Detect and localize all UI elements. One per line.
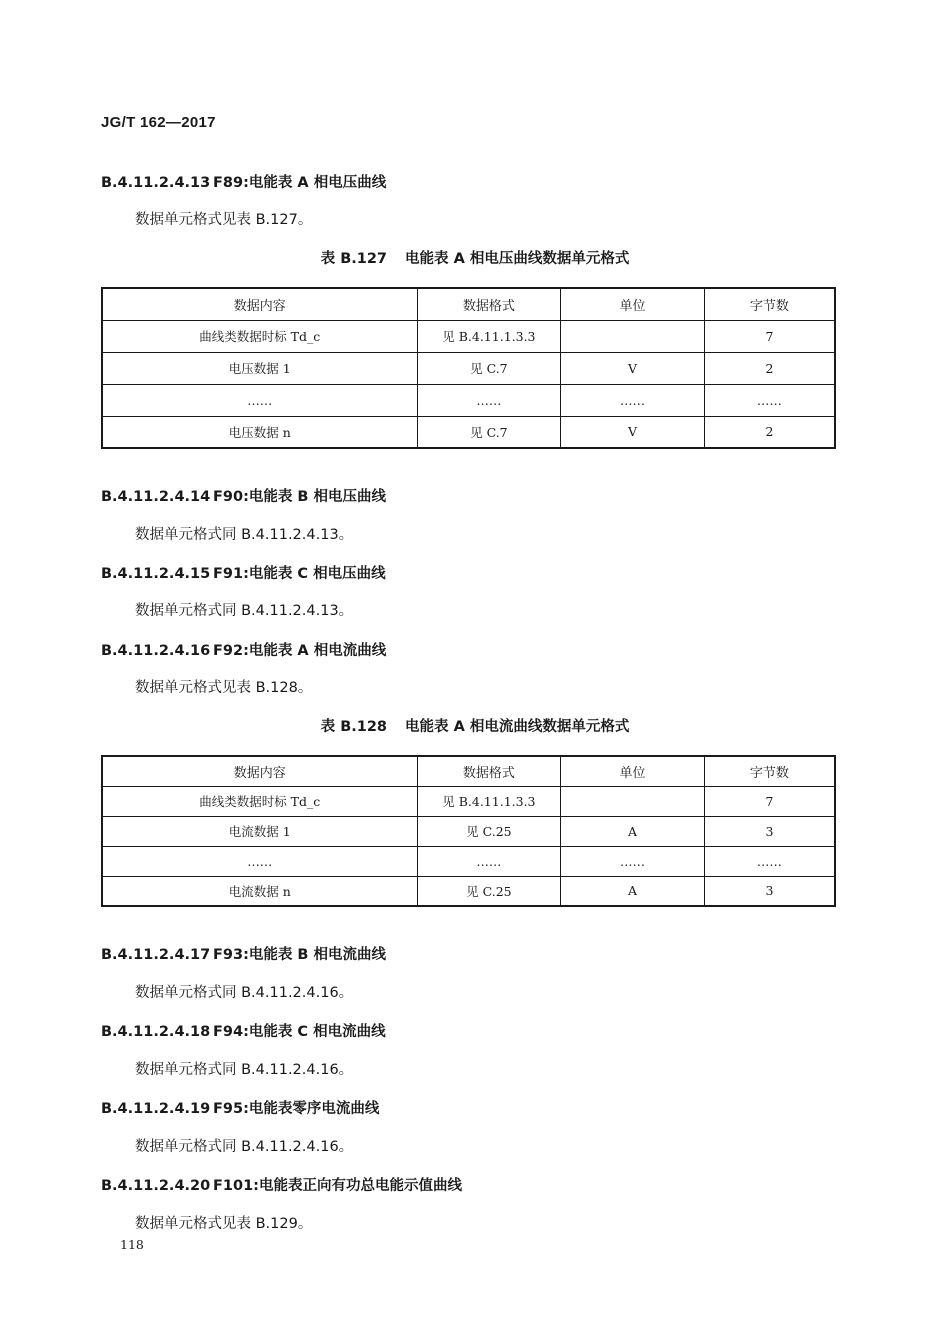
table-header-cell: 数据格式	[417, 288, 561, 320]
table-row	[102, 786, 835, 816]
table-row	[102, 320, 835, 352]
table-cell	[561, 786, 705, 816]
table-header-cell: 单位	[561, 756, 705, 786]
table-cell: 电压数据 n	[102, 416, 417, 448]
data-table-b128	[101, 755, 836, 907]
table-cell: 见 C.7	[417, 416, 561, 448]
table-header-cell: 字节数	[704, 288, 835, 320]
section-number: B.4.11.2.4.17	[101, 947, 211, 963]
table-cell: 见 B.4.11.1.3.3	[417, 320, 561, 352]
section-heading	[101, 1020, 386, 1041]
table-header-cell: 单位	[561, 288, 705, 320]
table-caption	[0, 715, 950, 736]
table-caption-title: 电能表 A 相电压曲线数据单元格式	[405, 251, 630, 267]
table-cell: 电流数据 n	[102, 876, 417, 906]
table-header-cell: 数据内容	[102, 756, 417, 786]
table-row	[102, 352, 835, 384]
table-cell: V	[561, 352, 705, 384]
table-cell	[561, 320, 705, 352]
table-cell: 3	[704, 816, 835, 846]
table-cell: ……	[417, 846, 561, 876]
table-caption-number: 表 B.128	[320, 719, 388, 735]
section-text: 数据单元格式同 B.4.11.2.4.16。	[135, 1062, 354, 1078]
table-row	[102, 384, 835, 416]
section-title: F90:电能表 B 相电压曲线	[213, 489, 387, 505]
table-cell: 7	[704, 786, 835, 816]
section-heading	[101, 562, 386, 583]
table-cell: ……	[561, 846, 705, 876]
section-text: 数据单元格式见表 B.129。	[135, 1216, 313, 1232]
section-number: B.4.11.2.4.19	[101, 1101, 211, 1117]
section-text: 数据单元格式同 B.4.11.2.4.13。	[135, 603, 354, 619]
table-cell: 电流数据 1	[102, 816, 417, 846]
section-number: B.4.11.2.4.13	[101, 175, 211, 191]
section-title: F95:电能表零序电流曲线	[213, 1101, 380, 1117]
table-cell: V	[561, 416, 705, 448]
section-number: B.4.11.2.4.14	[101, 489, 211, 505]
table-cell: A	[561, 816, 705, 846]
table-cell: ……	[561, 384, 705, 416]
section-title: F89:电能表 A 相电压曲线	[213, 175, 387, 191]
table-header-row	[102, 756, 835, 786]
section-heading	[101, 171, 386, 192]
section-title: F101:电能表正向有功总电能示值曲线	[213, 1178, 462, 1194]
section-number: B.4.11.2.4.18	[101, 1024, 211, 1040]
data-table-b127	[101, 287, 836, 449]
table-caption-number: 表 B.127	[320, 251, 388, 267]
table-row	[102, 816, 835, 846]
section-heading	[101, 1174, 462, 1195]
table-caption-title: 电能表 A 相电流曲线数据单元格式	[405, 719, 630, 735]
section-title: F91:电能表 C 相电压曲线	[213, 566, 386, 582]
document-header: JG/T 162—2017	[101, 114, 216, 131]
section-text: 数据单元格式见表 B.127。	[135, 212, 313, 228]
table-header-cell: 数据内容	[102, 288, 417, 320]
section-text: 数据单元格式见表 B.128。	[135, 680, 313, 696]
section-text: 数据单元格式同 B.4.11.2.4.16。	[135, 1139, 354, 1155]
table-cell: ……	[102, 846, 417, 876]
section-number: B.4.11.2.4.16	[101, 643, 211, 659]
table-cell: 2	[704, 416, 835, 448]
section-title: F94:电能表 C 相电流曲线	[213, 1024, 386, 1040]
table-row	[102, 876, 835, 906]
table-cell: ……	[102, 384, 417, 416]
table-caption	[0, 247, 950, 268]
table-cell: 见 C.7	[417, 352, 561, 384]
section-heading	[101, 639, 386, 660]
section-text: 数据单元格式同 B.4.11.2.4.16。	[135, 985, 354, 1001]
section-heading	[101, 1097, 379, 1118]
section-number: B.4.11.2.4.15	[101, 566, 211, 582]
section-text: 数据单元格式同 B.4.11.2.4.13。	[135, 527, 354, 543]
table-cell: A	[561, 876, 705, 906]
table-cell: 2	[704, 352, 835, 384]
table-row	[102, 846, 835, 876]
table-header-cell: 字节数	[704, 756, 835, 786]
table-cell: ……	[704, 384, 835, 416]
section-number: B.4.11.2.4.20	[101, 1178, 211, 1194]
table-cell: ……	[704, 846, 835, 876]
table-header-row	[102, 288, 835, 320]
section-title: F92:电能表 A 相电流曲线	[213, 643, 387, 659]
section-heading	[101, 943, 386, 964]
table-header-cell: 数据格式	[417, 756, 561, 786]
table-cell: 3	[704, 876, 835, 906]
table-cell: 电压数据 1	[102, 352, 417, 384]
table-cell: 见 B.4.11.1.3.3	[417, 786, 561, 816]
table-cell: 曲线类数据时标 Td_c	[102, 786, 417, 816]
table-cell: ……	[417, 384, 561, 416]
section-title: F93:电能表 B 相电流曲线	[213, 947, 387, 963]
table-cell: 曲线类数据时标 Td_c	[102, 320, 417, 352]
table-cell: 见 C.25	[417, 876, 561, 906]
table-row	[102, 416, 835, 448]
table-cell: 7	[704, 320, 835, 352]
section-heading	[101, 485, 386, 506]
page-number: 118	[120, 1237, 144, 1252]
table-cell: 见 C.25	[417, 816, 561, 846]
